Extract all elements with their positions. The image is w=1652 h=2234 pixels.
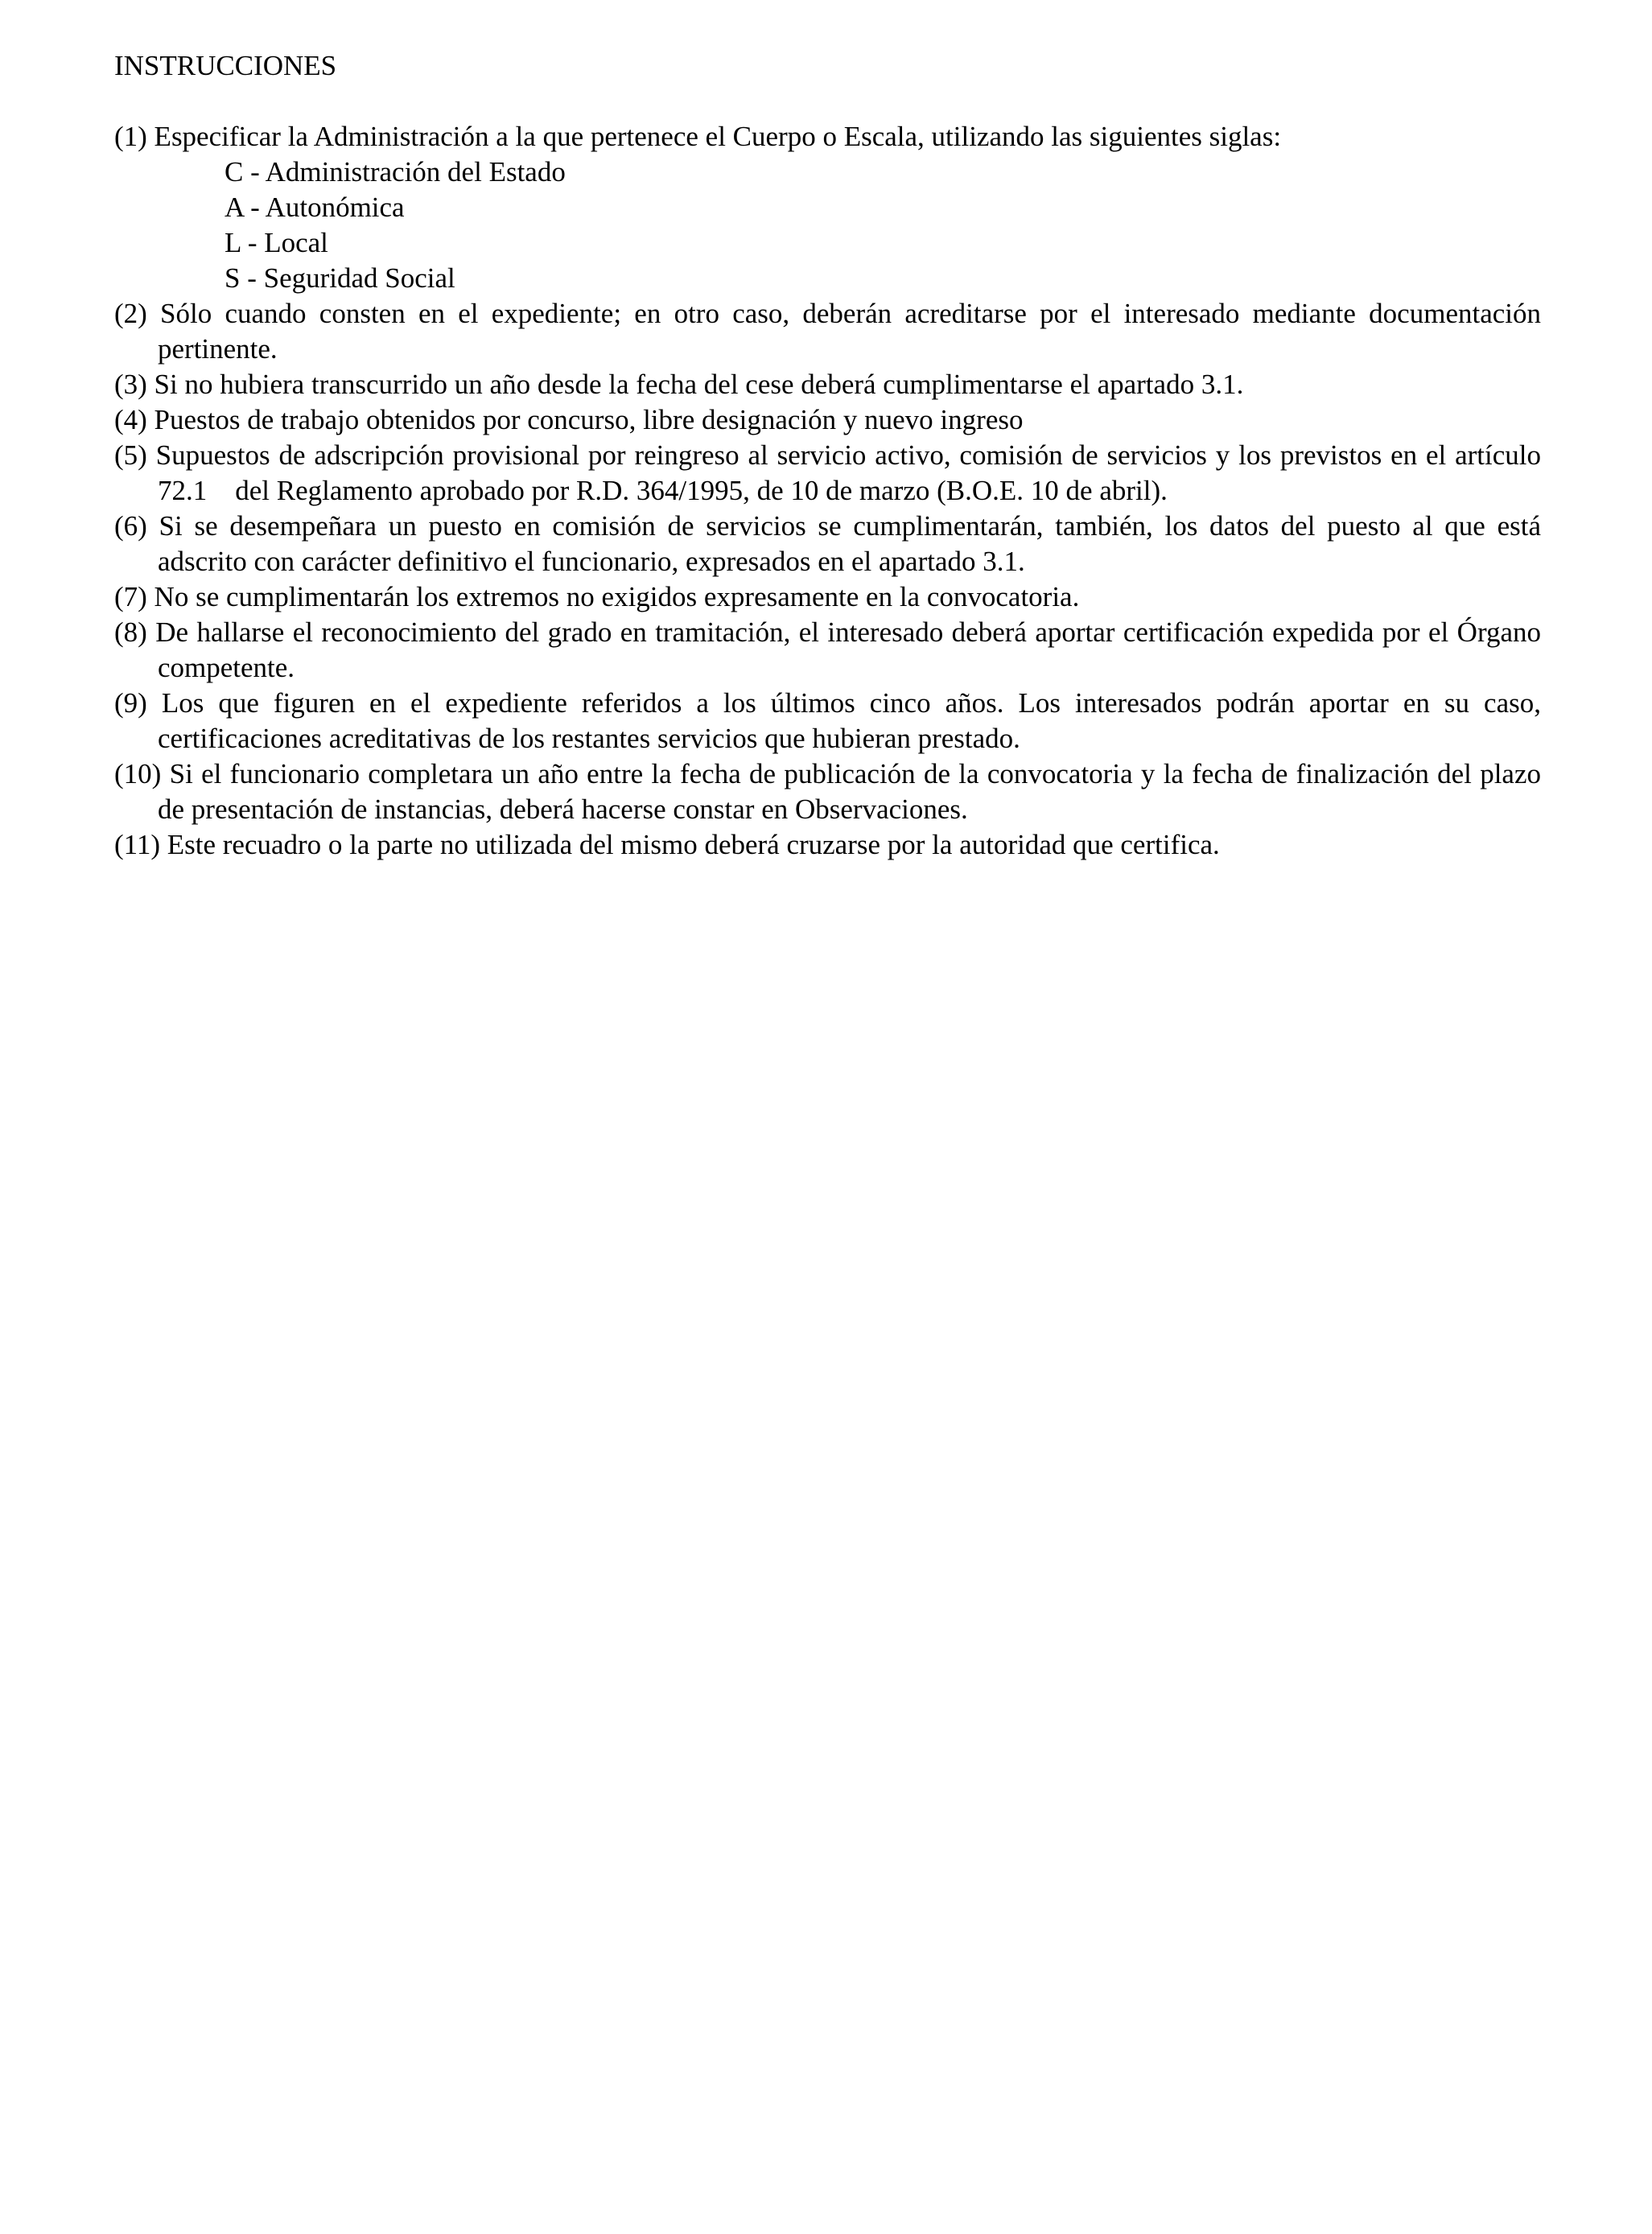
- sigla-item-s: S - Seguridad Social: [225, 262, 455, 294]
- instruction-item-7: (7) No se cumplimentarán los extremos no exigidos expresamente en la convocatoria.: [114, 581, 1080, 612]
- siglas-list: [114, 155, 1541, 296]
- sigla-item-a: A - Autonómica: [225, 192, 405, 223]
- instructions-section: [114, 48, 1548, 863]
- instruction-item-2: (2) Sólo cuando consten en el expediente; en otro caso, deberán acreditarse por el interesado mediante documentación pertinente.: [114, 298, 1541, 365]
- instruction-item-1: (1) Especificar la Administración a la que pertenece el Cuerpo o Escala, utilizando las siguientes siglas:: [114, 121, 1282, 152]
- instruction-item-10: (10) Si el funcionario completara un año entre la fecha de publicación de la convocatoria y la fecha de finalización del plazo de presentación de instancias, deberá hacerse constar en Observaciones.: [114, 758, 1541, 825]
- instruction-item-8: (8) De hallarse el reconocimiento del grado en tramitación, el interesado deberá aportar certificación expedida por el Órgano competente.: [114, 616, 1541, 683]
- instruction-item-6: (6) Si se desempeñara un puesto en comisión de servicios se cumplimentarán, también, los datos del puesto al que está adscrito con carácter definitivo el funcionario, expresados en el apartado 3.1.: [114, 510, 1541, 577]
- sigla-item-c: C - Administración del Estado: [225, 156, 566, 188]
- sigla-item-l: L - Local: [225, 227, 328, 258]
- instruction-item-5: (5) Supuestos de adscripción provisional por reingreso al servicio activo, comisión de servicios y los previstos en el artículo 72.1 del Reglamento aprobado por R.D. 364/1995, de 10 de marzo (B.O.E. 10 de abril).: [114, 439, 1548, 506]
- instruction-item-4: (4) Puestos de trabajo obtenidos por concurso, libre designación y nuevo ingreso: [114, 404, 1024, 435]
- instruction-item-11: (11) Este recuadro o la parte no utilizada del mismo deberá cruzarse por la autoridad que certifica.: [114, 829, 1220, 860]
- instruction-item-9: (9) Los que figuren en el expediente referidos a los últimos cinco años. Los interesados podrán aportar en su caso, certificaciones acreditativas de los restantes servicios que hubieran prestado.: [114, 687, 1541, 754]
- instruction-item-3: (3) Si no hubiera transcurrido un año desde la fecha del cese deberá cumplimentarse el apartado 3.1.: [114, 369, 1244, 400]
- instructions-heading: INSTRUCCIONES: [114, 50, 337, 81]
